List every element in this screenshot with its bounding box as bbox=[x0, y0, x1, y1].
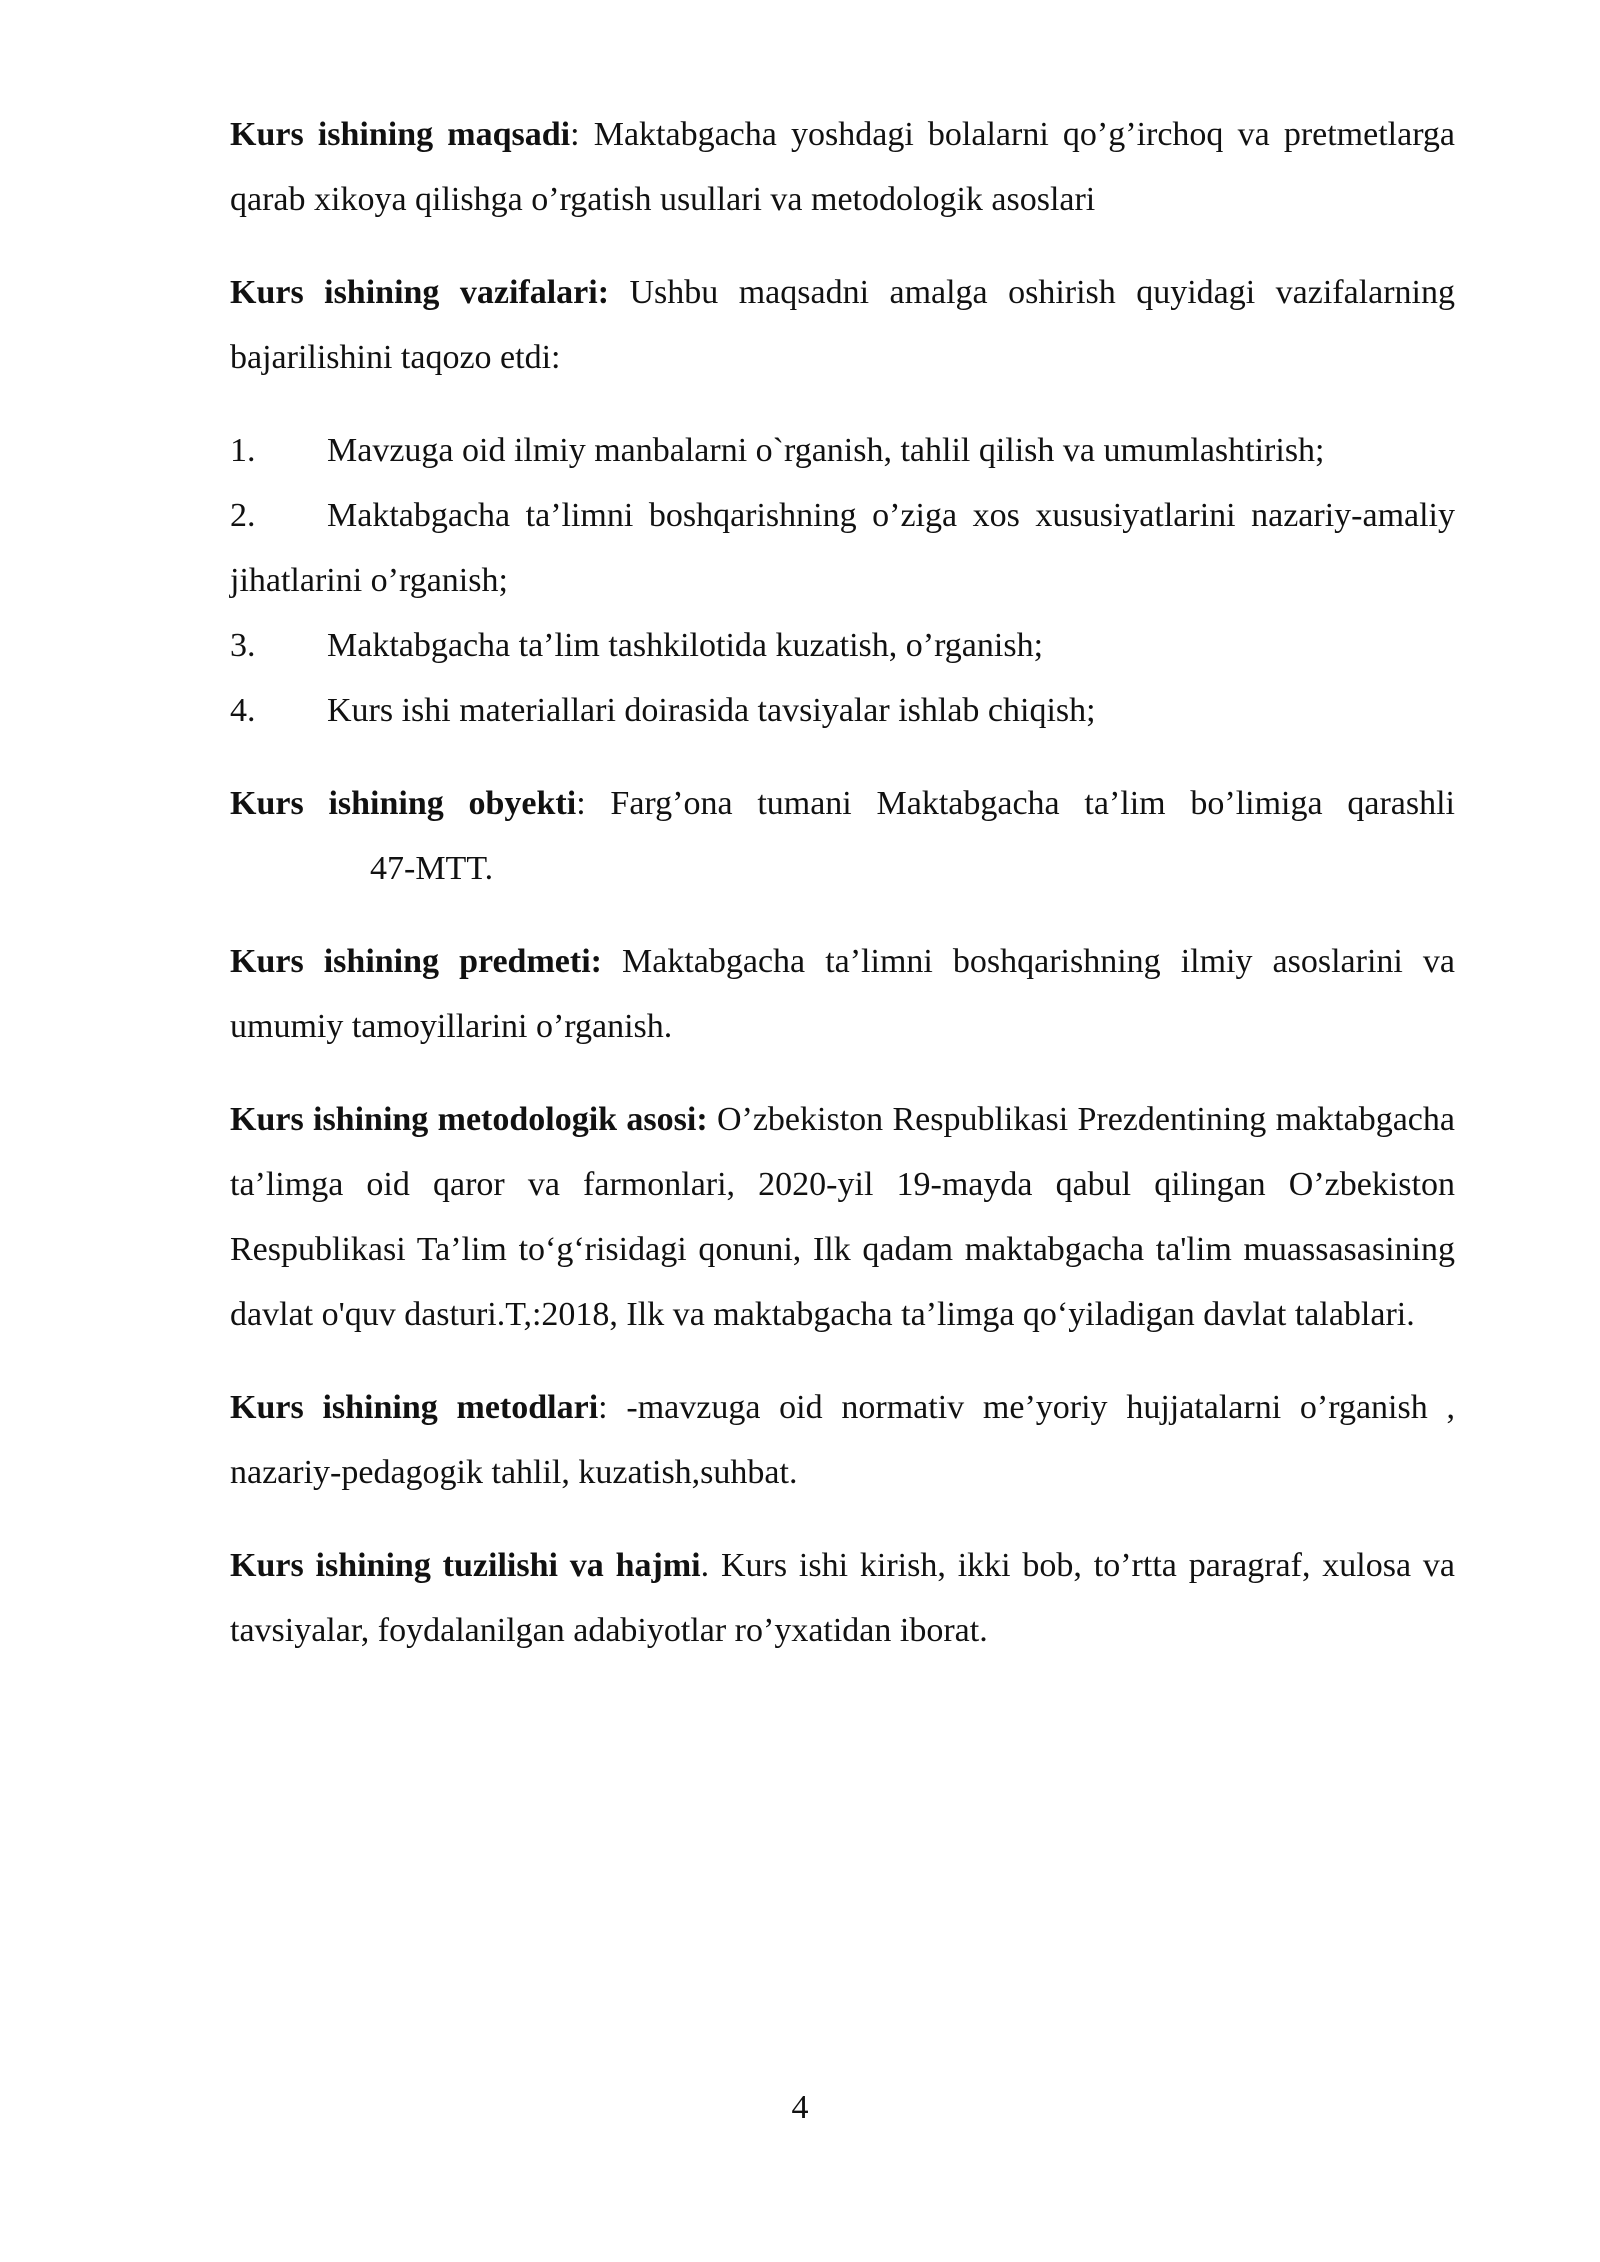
methods-separator: : bbox=[598, 1389, 627, 1426]
subject-paragraph bbox=[230, 929, 1455, 1059]
tasks-paragraph bbox=[230, 260, 1455, 390]
list-item-number: 1. bbox=[230, 432, 256, 469]
structure-text: . Kurs ishi kirish, ikki bob, to’rtta paragraf, xulosa va tavsiyalar, foydalanilgan adabiyotlar ro’yxatidan iborat. bbox=[230, 1547, 1455, 1649]
subject-text: Maktabgacha ta’limni boshqarishning ilmiy asoslarini va umumiy tamoyillarini o’rganish. bbox=[230, 943, 1455, 1045]
methodology-label: Kurs ishining metodologik asosi: bbox=[230, 1101, 708, 1138]
list-item-text: Maktabgacha ta’limni boshqarishning o’ziga xos xususiyatlarini nazariy-amaliy jihatlarini o’rganish; bbox=[230, 497, 1455, 599]
object-code: 47-MTT. bbox=[370, 850, 494, 887]
tasks-label: Kurs ishining vazifalari: bbox=[230, 274, 610, 311]
list-item bbox=[230, 678, 1455, 743]
object-separator: : bbox=[576, 785, 611, 822]
structure-paragraph bbox=[230, 1533, 1455, 1663]
list-item bbox=[230, 483, 1455, 613]
page-number: 4 bbox=[791, 2089, 809, 2126]
purpose-paragraph bbox=[230, 102, 1455, 232]
object-label: Kurs ishining obyekti bbox=[230, 785, 577, 822]
object-text: Farg’ona tumani Maktabgacha ta’lim bo’limiga qarashli bbox=[610, 785, 1455, 822]
purpose-text: Maktabgacha yoshdagi bolalarni qo’g’irchoq va pretmetlarga qarab xikoya qilishga o’rgatish usullari va metodologik asoslari bbox=[230, 116, 1455, 218]
list-item bbox=[230, 418, 1455, 483]
list-item bbox=[230, 613, 1455, 678]
purpose-label: Kurs ishining maqsadi bbox=[230, 116, 571, 153]
list-item-text: Mavzuga oid ilmiy manbalarni o`rganish, tahlil qilish va umumlashtirish; bbox=[327, 432, 1325, 469]
list-item-number: 4. bbox=[230, 692, 256, 729]
methods-text: -mavzuga oid normativ me’yoriy hujjatalarni o’rganish , nazariy-pedagogik tahlil, kuzatish,suhbat. bbox=[230, 1389, 1455, 1491]
list-item-text: Maktabgacha ta’lim tashkilotida kuzatish, o’rganish; bbox=[327, 627, 1044, 664]
methods-label: Kurs ishining metodlari bbox=[230, 1389, 599, 1426]
list-item-text: Kurs ishi materiallari doirasida tavsiyalar ishlab chiqish; bbox=[327, 692, 1096, 729]
list-item-number: 2. bbox=[230, 497, 256, 534]
tasks-intro-text: Ushbu maqsadni amalga oshirish quyidagi vazifalarning bajarilishini taqozo etdi: bbox=[230, 274, 1456, 376]
methods-paragraph bbox=[230, 1375, 1455, 1505]
document-page bbox=[230, 102, 1455, 1691]
object-paragraph bbox=[230, 771, 1455, 901]
methodology-text: O’zbekiston Respublikasi Prezdentining maktabgacha ta’limga oid qaror va farmonlari, 2020-yil 19-mayda qabul qilingan O’zbekiston Respublikasi Ta’lim to‘g‘risidagi qonuni, Ilk qadam maktabgacha ta'lim muassasasining davlat o'quv dasturi.T,:2018, Ilk va maktabgacha ta’limga qo‘yiladigan davlat talablari. bbox=[230, 1101, 1455, 1333]
purpose-separator: : bbox=[570, 116, 594, 153]
list-item-number: 3. bbox=[230, 627, 256, 664]
subject-label: Kurs ishining predmeti: bbox=[230, 943, 602, 980]
methodology-paragraph bbox=[230, 1087, 1455, 1347]
structure-label: Kurs ishining tuzilishi va hajmi bbox=[230, 1547, 701, 1584]
tasks-list bbox=[230, 418, 1455, 743]
